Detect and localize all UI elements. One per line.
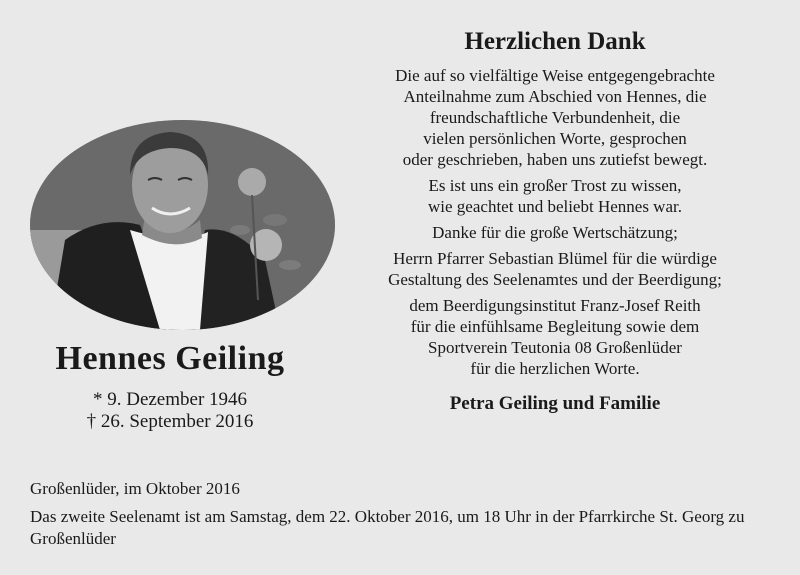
text-line: wie geachtet und beliebt Hennes war. [428,197,682,216]
rose-leaf-3 [279,260,301,270]
birth-date: * 9. Dezember 1946 [92,389,248,410]
rose-leaf-1 [263,214,287,226]
text-line: für die herzlichen Worte. [470,359,640,378]
thanks-paragraph-4 [340,248,770,290]
text-line: Danke für die große Wertschätzung; [432,223,678,242]
life-dates [0,389,340,433]
portrait-illustration [30,120,335,330]
thanks-paragraph-5 [340,295,770,379]
text-line: Anteilnahme zum Abschied von Hennes, die [403,87,707,106]
death-date: † 26. September 2016 [86,411,254,432]
text-line: vielen persönlichen Worte, gesprochen [423,129,687,148]
text-line: Gestaltung des Seelenamtes und der Beerdigung; [388,270,722,289]
text-line: Es ist uns ein großer Trost zu wissen, [428,176,682,195]
text-line: für die einfühlsame Begleitung sowie dem [410,317,700,336]
text-line: freundschaftliche Verbundenheit, die [429,108,681,127]
thanks-paragraph-1 [340,65,770,170]
text-line: Die auf so vielfältige Weise entgegengebrachte [395,66,715,85]
memorial-mass-notice: Das zweite Seelenamt ist am Samstag, dem 22. Oktober 2016, um 18 Uhr in der Pfarrkirche St. Georg zu Großenlüder [30,507,745,548]
bottom-notice [30,478,790,550]
thanks-heading: Herzlichen Dank [464,28,646,55]
deceased-name: Hennes Geiling [55,340,285,377]
portrait-photo [30,120,335,330]
rose-leaf-2 [230,225,250,235]
thanks-section [340,28,770,415]
family-signature: Petra Geiling und Familie [449,393,661,414]
text-line: oder geschrieben, haben uns zutiefst bewegt. [402,150,708,169]
rose-top [238,168,266,196]
place-date: Großenlüder, im Oktober 2016 [30,479,240,498]
text-line: Sportverein Teutonia 08 Großenlüder [428,338,682,357]
text-line: dem Beerdigungsinstitut Franz-Josef Reith [409,296,701,315]
thanks-paragraph-2 [340,175,770,217]
text-line: Herrn Pfarrer Sebastian Blümel für die würdige [393,249,717,268]
thanks-paragraph-3 [340,222,770,243]
